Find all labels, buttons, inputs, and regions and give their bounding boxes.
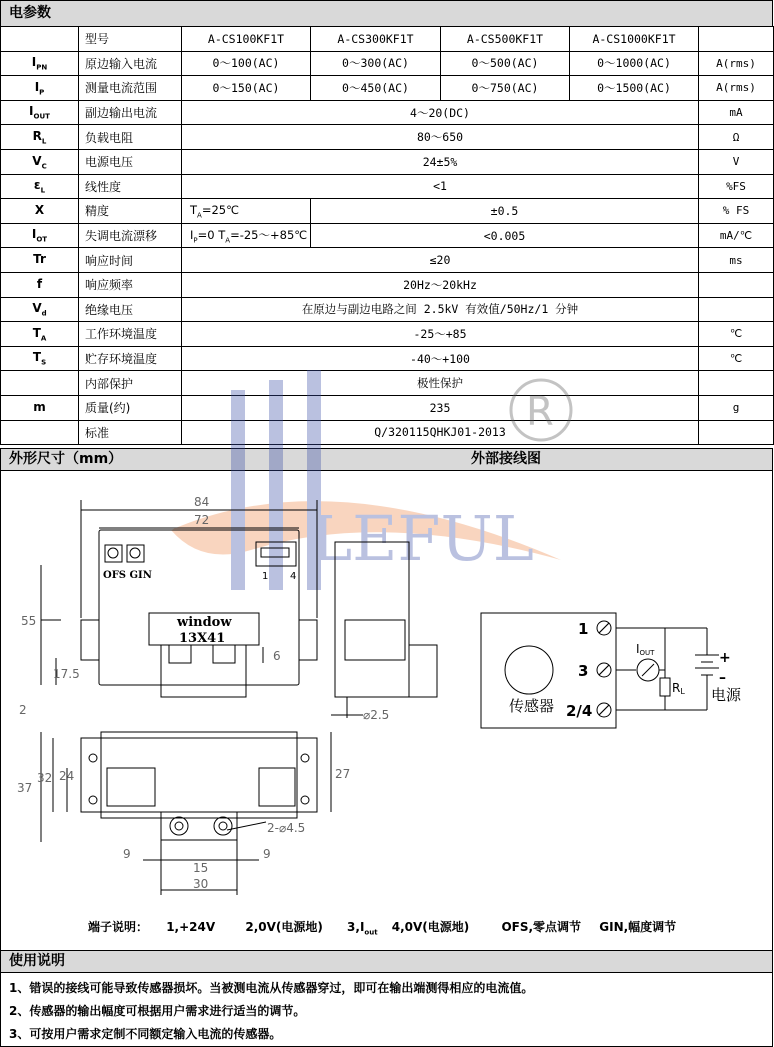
wiring-sensor-label: 传感器 [509, 697, 555, 715]
param-name: 副边输出电流 [79, 100, 182, 125]
model-2: A-CS300KF1T [311, 27, 441, 52]
param-name: 原边输入电流 [79, 51, 182, 76]
param-unit [699, 272, 774, 297]
dim-55: 55 [21, 614, 37, 628]
param-symbol: $I_{OT}$ [1, 223, 79, 248]
wiring-supply-label: 电源 [711, 686, 742, 704]
param-value: ≤20 [182, 248, 699, 273]
param-name: 标准 [79, 420, 182, 445]
window-size: 13X41 [179, 631, 226, 646]
param-value: 在原边与副边电路之间 2.5kV 有效值/50Hz/1 分钟 [182, 297, 699, 322]
param-name: 绝缘电压 [79, 297, 182, 322]
param-name: 内部保护 [79, 371, 182, 396]
dimensions-header [0, 448, 773, 471]
dim-72: 72 [194, 513, 210, 527]
spec-row [1, 174, 774, 199]
spec-row [1, 371, 774, 396]
param-value: 0～1500(AC) [570, 76, 699, 101]
window-label: window [177, 615, 232, 630]
param-symbol: $I_{OUT}$ [1, 100, 79, 125]
param-value: 0～750(AC) [441, 76, 570, 101]
terminal-2: 2,0V(电源地) [245, 920, 323, 934]
spec-row [1, 125, 774, 150]
spec-row [1, 76, 774, 101]
dim-9-right: 9 [263, 847, 271, 861]
sensor-body-bottom-view [81, 738, 317, 812]
wiring-plus: + [719, 650, 731, 666]
dim-6: 6 [273, 649, 281, 663]
spec-row [1, 297, 774, 322]
electrical-params-title: 电参数 [9, 5, 51, 21]
model-row [1, 27, 774, 52]
param-value: 0～300(AC) [311, 51, 441, 76]
param-symbol: $T_S$ [1, 346, 79, 371]
spec-row [1, 248, 774, 273]
param-symbol [1, 371, 79, 396]
param-unit: ℃ [699, 322, 774, 347]
wiring-pin-3: 3 [578, 662, 589, 680]
spec-row [1, 322, 774, 347]
param-symbol: $I_{PN}$ [1, 51, 79, 76]
param-name: 精度 [79, 199, 182, 224]
param-symbol: $I_P$ [1, 76, 79, 101]
dim-84: 84 [194, 495, 210, 509]
mounting-tab [161, 812, 237, 840]
param-unit: ms [699, 248, 774, 273]
usage-line-1: 1、错误的接线可能导致传感器损坏。当被测电流从传感器穿过，即可在输出端测得相应的电流值。 [9, 981, 534, 995]
param-value: 0～1000(AC) [570, 51, 699, 76]
left-ear [81, 620, 99, 660]
dim-15: 15 [193, 861, 209, 875]
usage-line-3: 3、可按用户需求定制不同额定输入电流的传感器。 [9, 1027, 282, 1041]
wiring-pin-24: 2/4 [566, 702, 593, 720]
spec-row [1, 272, 774, 297]
param-unit [699, 420, 774, 445]
model-3: A-CS500KF1T [441, 27, 570, 52]
spec-row [1, 199, 774, 224]
dim-2: 2 [19, 703, 27, 717]
param-name: 线性度 [79, 174, 182, 199]
param-symbol: $V_d$ [1, 297, 79, 322]
param-name: 测量电流范围 [79, 76, 182, 101]
usage-header [0, 950, 773, 973]
param-unit: A(rms) [699, 76, 774, 101]
param-symbol: Tr [1, 248, 79, 273]
dim-37: 37 [17, 781, 33, 795]
terminal-3: $3,I_{out}$ [347, 920, 378, 937]
param-value: 4～20(DC) [182, 100, 699, 125]
param-unit [699, 371, 774, 396]
param-symbol: $R_L$ [1, 125, 79, 150]
param-name: 电源电压 [79, 149, 182, 174]
wiring-rl-label: RL [672, 681, 685, 696]
model-4: A-CS1000KF1T [570, 27, 699, 52]
model-1: A-CS100KF1T [182, 27, 311, 52]
param-value: ±0.5 [311, 199, 699, 224]
param-name: 贮存环境温度 [79, 346, 182, 371]
terminal-4: 4,0V(电源地) [391, 920, 470, 934]
param-value: 80～650 [182, 125, 699, 150]
spec-row [1, 51, 774, 76]
spec-row [1, 100, 774, 125]
terminal-1: 1,+24V [166, 920, 216, 934]
usage-title: 使用说明 [9, 953, 65, 969]
spec-row [1, 223, 774, 248]
right-ear [299, 620, 317, 660]
terminal-5: OFS,零点调节 [501, 920, 582, 934]
param-condition: $T_A=25℃$ [182, 199, 311, 224]
dim-hole: 2-⌀4.5 [267, 821, 306, 835]
param-symbol: $T_A$ [1, 322, 79, 347]
dim-24: 24 [59, 769, 75, 783]
param-name: 工作环境温度 [79, 322, 182, 347]
param-symbol: X [1, 199, 79, 224]
model-label: 型号 [79, 27, 182, 52]
param-name: 响应时间 [79, 248, 182, 273]
param-unit: mA/℃ [699, 223, 774, 248]
terminal-label: 端子说明： [88, 920, 149, 934]
electrical-params-header [0, 0, 773, 27]
dim-30: 30 [193, 877, 209, 891]
param-value: 极性保护 [182, 371, 699, 396]
param-symbol: m [1, 395, 79, 420]
terminal-6: GIN,幅度调节 [599, 920, 677, 934]
dim-32: 32 [37, 771, 53, 785]
param-value: 0～500(AC) [441, 51, 570, 76]
spec-row [1, 395, 774, 420]
watermark-text: LEFUL [311, 502, 534, 575]
param-value: 0～100(AC) [182, 51, 311, 76]
param-unit: mA [699, 100, 774, 125]
registered-mark: R [526, 389, 554, 435]
param-condition: $I_P=0$ $T_A=-25\sim+85℃$ [182, 223, 311, 248]
load-resistor-icon [660, 678, 670, 696]
param-unit: A(rms) [699, 51, 774, 76]
param-value: -40～+100 [182, 346, 699, 371]
param-unit: ℃ [699, 346, 774, 371]
param-symbol [1, 420, 79, 445]
param-unit: V [699, 149, 774, 174]
param-unit: Ω [699, 125, 774, 150]
param-name: 失调电流漂移 [79, 223, 182, 248]
param-unit: %FS [699, 174, 774, 199]
spec-row [1, 149, 774, 174]
dim-2-5: ⌀2.5 [363, 708, 390, 722]
terminal-description [88, 918, 676, 936]
param-value: 0～150(AC) [182, 76, 311, 101]
ofs-gin-label: OFS GIN [103, 570, 152, 581]
param-value: 235 [182, 395, 699, 420]
spec-table [0, 26, 774, 445]
param-unit [699, 297, 774, 322]
param-symbol: $V_C$ [1, 149, 79, 174]
pin-4-label: 4 [290, 571, 297, 582]
param-value: 20Hz～20kHz [182, 272, 699, 297]
param-value: <0.005 [311, 223, 699, 248]
usage-line-2: 2、传感器的输出幅度可根据用户需求进行适当的调节。 [9, 1004, 306, 1018]
dim-9-left: 9 [123, 847, 131, 861]
param-name: 质量(约) [79, 395, 182, 420]
wiring-pin-1: 1 [578, 620, 589, 638]
param-unit: % FS [699, 199, 774, 224]
param-name: 负载电阻 [79, 125, 182, 150]
dim-17-5: 17.5 [53, 667, 80, 681]
pin-1-label: 1 [262, 571, 269, 582]
param-value: Q/320115QHKJ01-2013 [182, 420, 699, 445]
spec-row [1, 420, 774, 445]
param-value: <1 [182, 174, 699, 199]
sensor-core-circle [505, 646, 553, 694]
usage-notes [0, 972, 773, 1047]
param-symbol: f [1, 272, 79, 297]
param-unit: g [699, 395, 774, 420]
wiring-iout-label: IOUT [636, 642, 655, 657]
dimensions-title: 外形尺寸（mm） [9, 451, 123, 467]
spec-row [1, 346, 774, 371]
wiring-title: 外部接线图 [471, 451, 541, 467]
param-value: -25～+85 [182, 322, 699, 347]
param-value: 24±5% [182, 149, 699, 174]
wiring-minus: – [719, 670, 726, 686]
param-name: 响应频率 [79, 272, 182, 297]
param-value: 0～450(AC) [311, 76, 441, 101]
dim-27: 27 [335, 767, 351, 781]
param-symbol: $\varepsilon_L$ [1, 174, 79, 199]
